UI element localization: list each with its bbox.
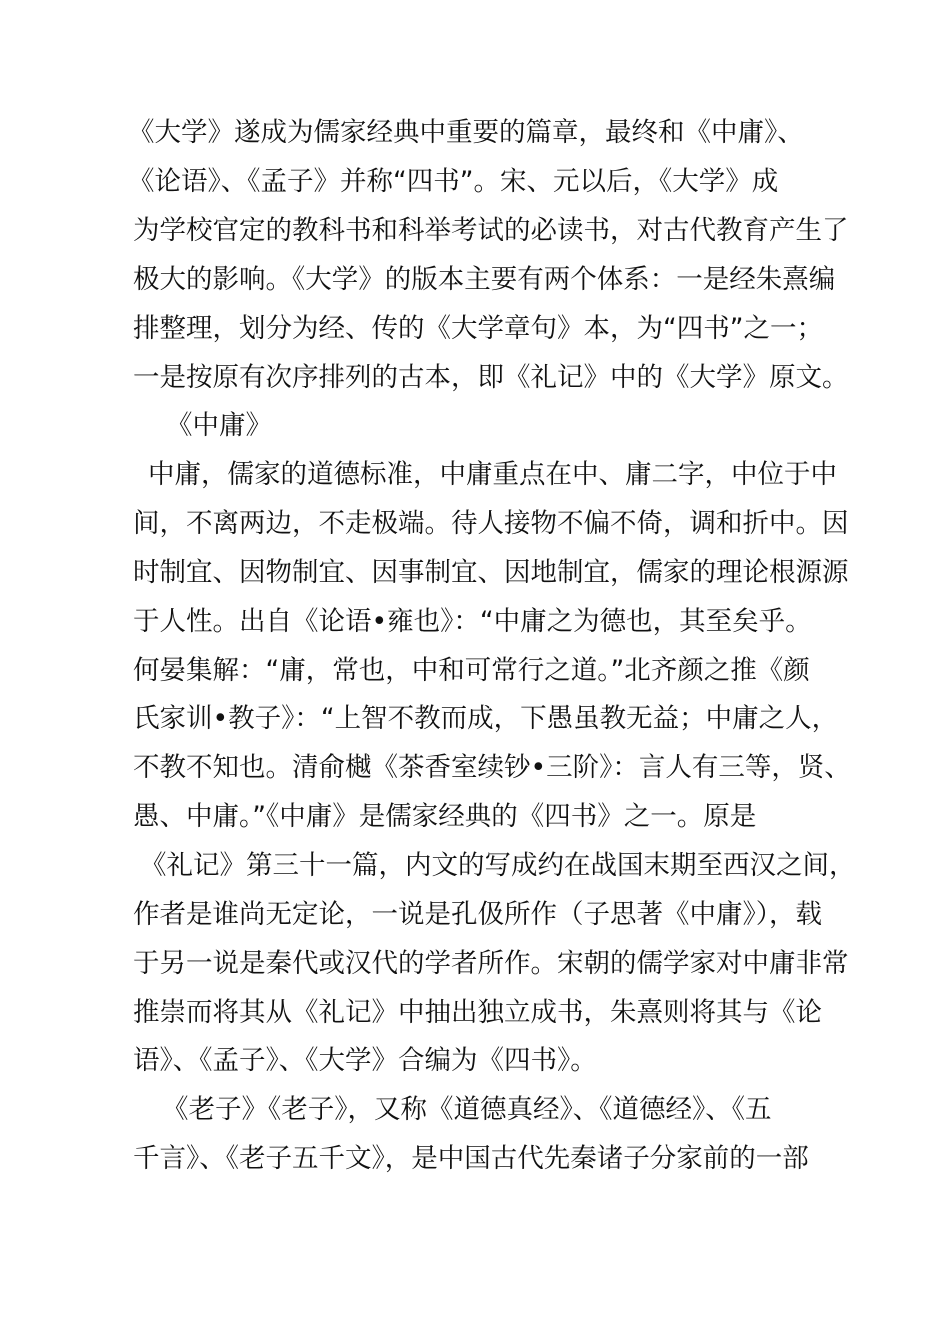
text-line: 作者是谁尚无定论，一说是孔伋所作（子思著《中庸》），载 [133,899,822,930]
text-line: 一是按原有次序排列的古本，即《礼记》中的《大学》原文。 [133,362,849,393]
text-line: 于另一说是秦代或汉代的学者所作。宋朝的儒学家对中庸非常 [133,948,849,979]
text-line: 氏家训•教子》：“上智不教而成，下愚虽教无益；中庸之人， [133,703,839,734]
text-line: 于人性。出自《论语•雍也》：“中庸之为德也，其至矣乎。 [133,606,812,637]
text-line: 极大的影响。《大学》的版本主要有两个体系：一是经朱熹编 [133,264,836,295]
text-line: 为学校官定的教科书和科举考试的必读书，对古代教育产生了 [133,215,849,246]
section-heading: 《中庸》 [166,410,272,441]
text-line: 《礼记》第三十一篇，内文的写成约在战国末期至西汉之间， [140,850,856,881]
text-line: 《大学》遂成为儒家经典中重要的篇章，最终和《中庸》、 [128,117,804,148]
text-line: 愚、中庸。”《中庸》是儒家经典的《四书》之一。原是 [133,801,757,832]
text-line: 推崇而将其从《礼记》中抽出独立成书，朱熹则将其与《论 [133,997,822,1028]
text-line: 《老子》《老子》，又称《道德真经》、《道德经》、《五 [162,1094,772,1125]
text-line: 千言》、《老子五千文》，是中国古代先秦诸子分家前的一部 [133,1143,809,1174]
text-line: 何晏集解：“庸，常也，中和可常行之道。”北齐颜之推《颜 [133,655,810,686]
text-line: 中庸，儒家的道德标准，中庸重点在中、庸二字，中位于中 [148,459,837,490]
text-line: 不教不知也。清俞樾《茶香室续钞•三阶》：言人有三等，贤、 [133,752,851,783]
text-line: 《论语》、《孟子》并称“四书”。宋、元以后，《大学》成 [128,166,779,197]
text-line: 间，不离两边，不走极端。待人接物不偏不倚，调和折中。因 [133,508,849,539]
text-line: 排整理，划分为经、传的《大学章句》本，为“四书”之一； [133,313,823,344]
text-line: 语》、《孟子》、《大学》合编为《四书》。 [133,1045,597,1076]
text-line: 时制宜、因物制宜、因事制宜、因地制宜，儒家的理论根源源 [133,557,849,588]
